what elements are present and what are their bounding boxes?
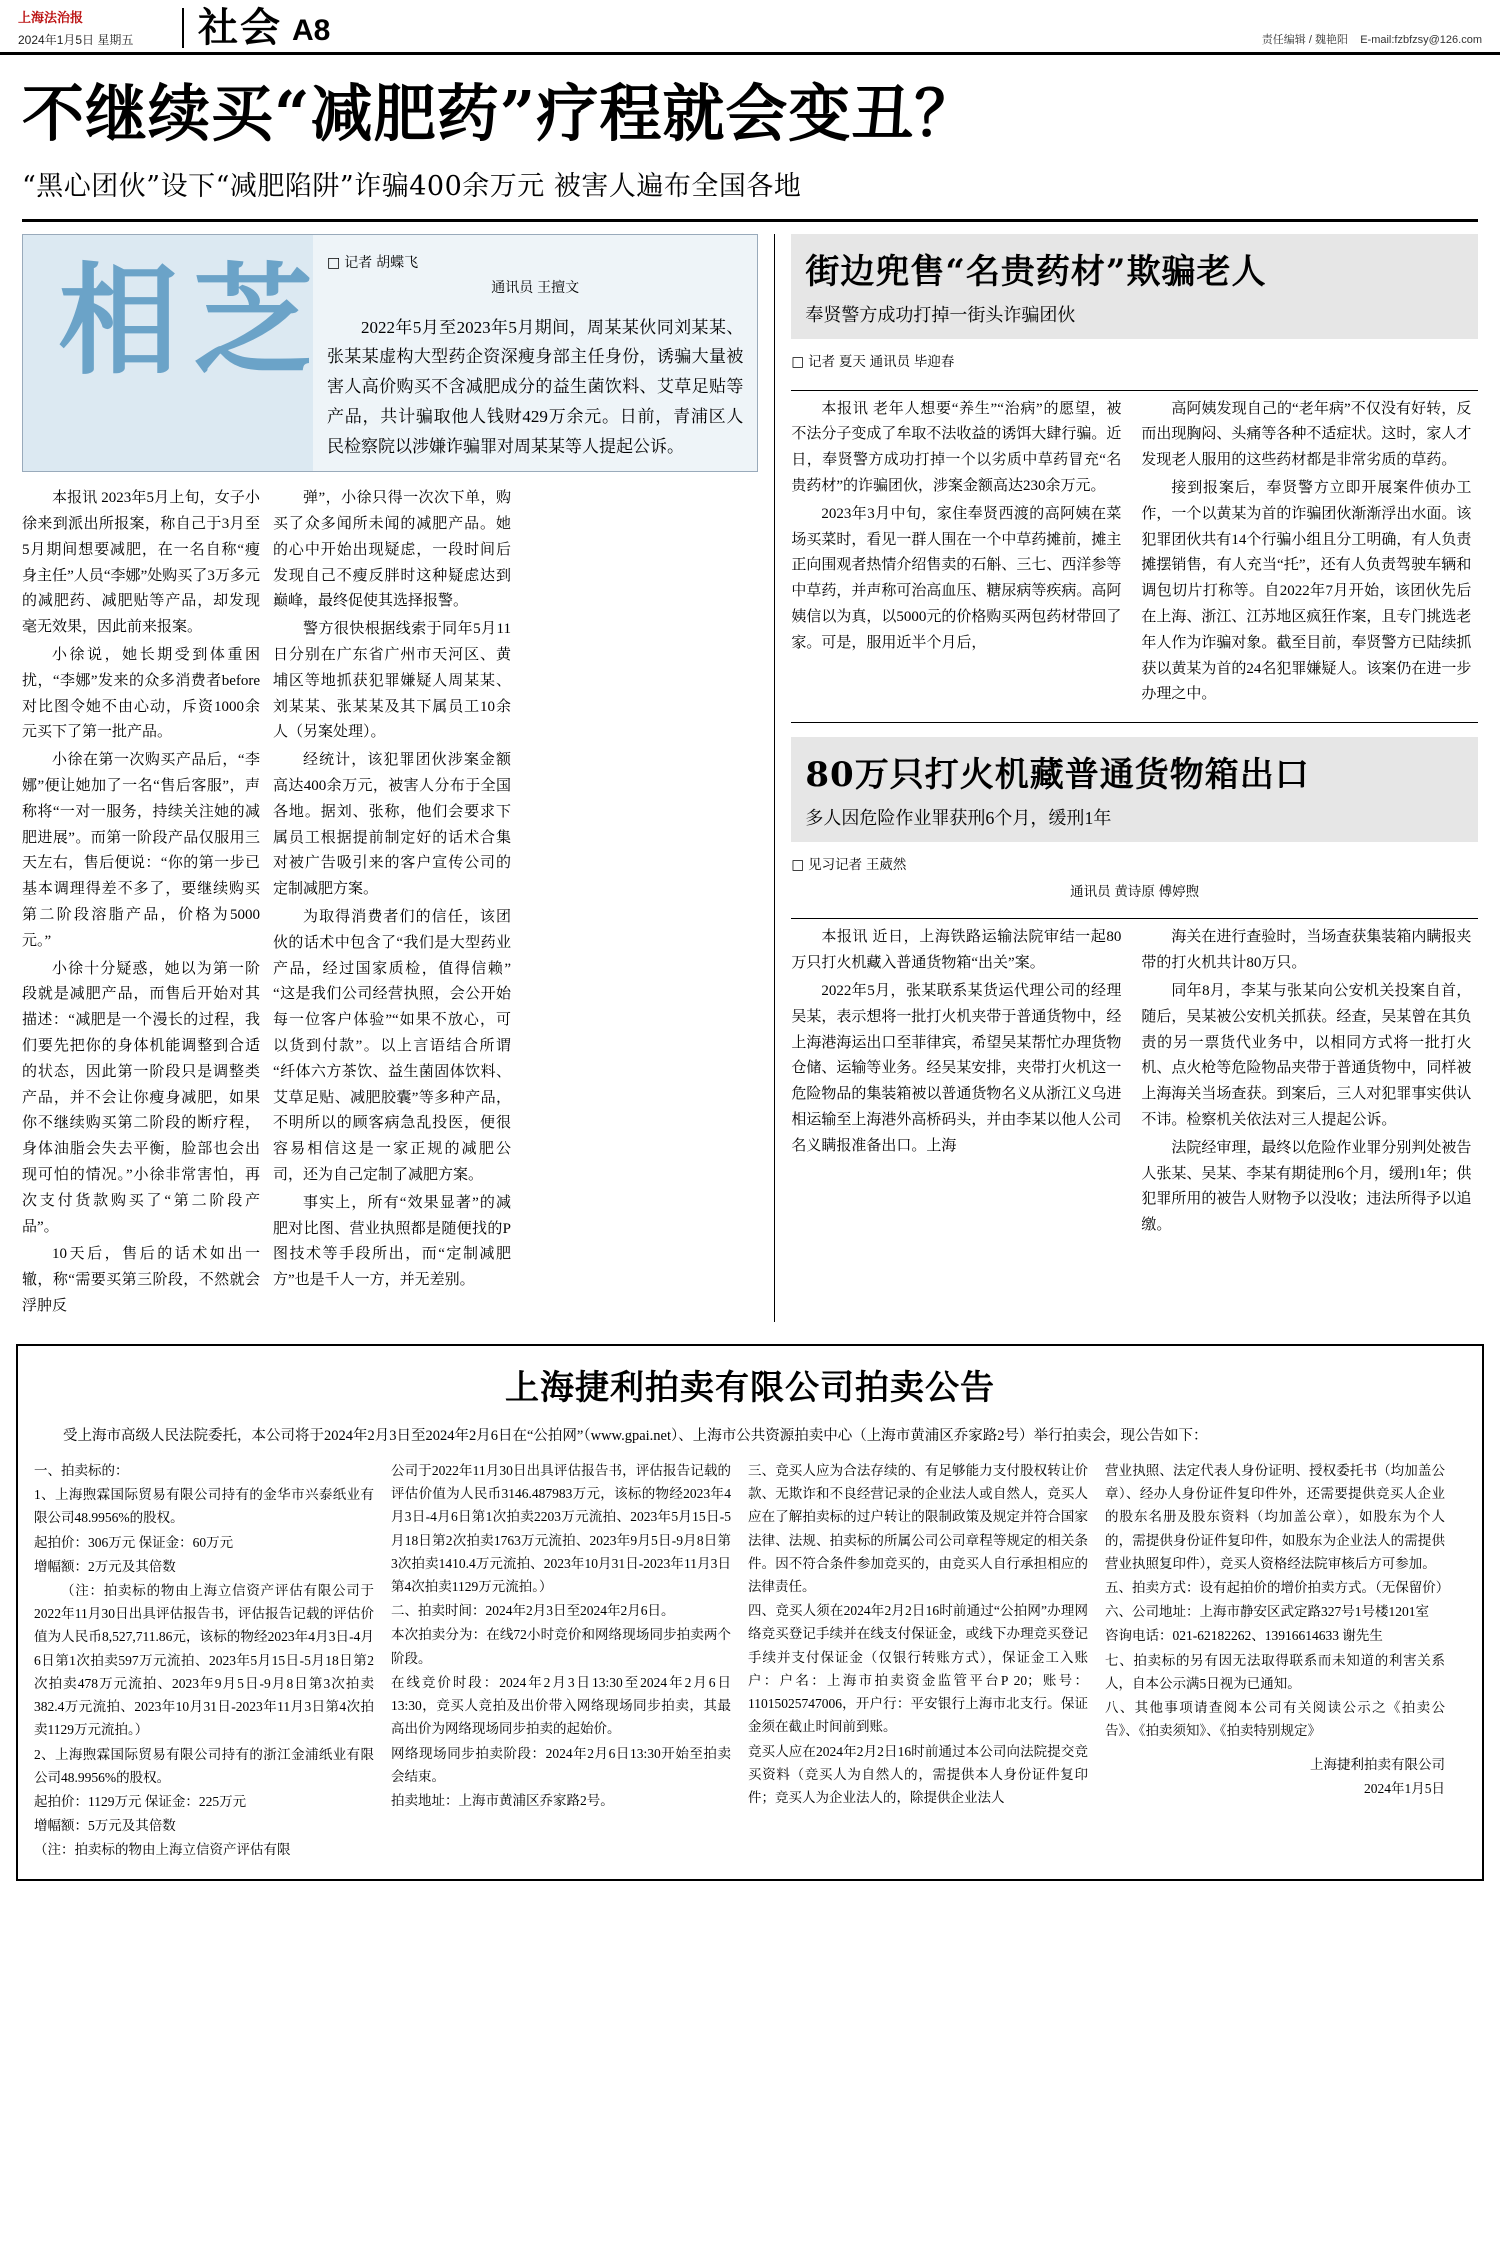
left-col-1 <box>22 486 260 1322</box>
masthead-left <box>18 11 168 48</box>
story3-correspondent: 通讯员 黄诗原 傅婷煦 <box>1070 883 1200 899</box>
byline-box-icon: □ <box>791 857 805 874</box>
notice-line: 七、拍卖标的另有因无法取得联系而未知道的利害关系人，自本公示满5日视为已通知。 <box>1105 1652 1445 1691</box>
story3-byline <box>791 852 1478 904</box>
notice-line: 四、竞买人须在2024年2月2日16时前通过“公拍网”办理网络竞买登记手续并在线支付保证金，或线下办理竞买登记手续并支付保证金（仅银行转账方式），保证金工入账户：户名：上海市拍卖资金监管平台P 20；账号：11015025747006，开户行：平安银行上海市北支行。保证金须在截止时间前到账。 <box>748 1603 1088 1735</box>
notice-line: 公司于2022年11月30日出具评估报告书，评估报告记载的评估价值为人民币3146.487983万元，该标的物经2023年4月3日-4月6日第1次拍卖2203万元流拍、2023年5月15日-5月18日第2次拍卖1763万元流拍、2023年9月5日-9月8日第3次拍卖1410.4万元流拍、2023年10月31日-2023年11月3日第4次拍卖1129万元流拍。） <box>391 1462 731 1594</box>
paragraph: 为取得消费者们的信任，该团伙的话术中包含了“我们是大型药业产品，经过国家质检，值得信赖”“这是我们公司经营执照，会公开始每一位客户体验”“如果不放心，可以货到付款”。以上言语结合所谓“纤体六方茶饮、益生菌固体饮料、艾草足贴、减肥胶囊”等多种产品，不明所以的顾客病急乱投医，便很容易相信这是一家正规的减肥公司，还为自己定制了减肥方案。 <box>273 909 511 1184</box>
story2-col-1 <box>791 397 1121 711</box>
notice-col-3 <box>748 1459 1088 1863</box>
left-column <box>22 234 758 1322</box>
notice-company: 上海捷利拍卖有限公司 <box>1310 1756 1445 1772</box>
byline-box-icon: □ <box>327 254 341 271</box>
notice-col-2 <box>391 1459 731 1863</box>
story3-col-1 <box>791 925 1121 1241</box>
paragraph: 10天后，售后的话术如出一辙，称“需要买第三阶段，不然就会浮肿反 <box>22 1246 260 1314</box>
paragraph: 海关在进行查验时，当场查获集装箱内瞒报夹带的打火机共计80万只。 <box>1141 929 1472 972</box>
paragraph: 小徐在第一次购买产品后，“李娜”便让她加了一名“售后客服”，声称将“一对一服务，持续关注她的减肥进展”。而第一阶段产品仅服用三天左右，售后便说：“你的第一步已基本调理得差不多了，要继续购买第二阶段溶脂产品，价格为5000元。” <box>22 752 260 949</box>
paragraph: 本报讯 老年人想要“养生”“治病”的愿望，被不法分子变成了牟取不法收益的诱饵大肆行骗。近日，奉贤警方成功打掉一个以劣质中草药冒充“名贵药材”的诈骗团伙，涉案金额高达230余万元。 <box>791 400 1122 494</box>
lead-summary: 2022年5月至2023年5月期间，周某某伙同刘某某、张某某虚构大型药企资深瘦身部主任身份，诱骗大量被害人高价购买不含减肥成分的益生菌饮料、艾草足贴等产品，共计骗取他人钱财429万余元。日前，青浦区人民检察院以涉嫌诈骗罪对周某某等人提起公诉。 <box>327 317 744 456</box>
auction-notice-columns <box>34 1459 1466 1863</box>
calligraphy-panel <box>23 235 313 471</box>
paragraph: 2023年3月中旬，家住奉贤西渡的高阿姨在菜场买菜时，看见一群人围在一个中草药摊前，摊主正向围观者热情介绍售卖的石斛、三七、西洋参等中草药，并声称可治高血压、糖尿病等疾病。高阿姨信以为真，以5000元的价格购买两包药材带回了家。可是，服用近半个月后， <box>791 505 1122 651</box>
page-number: A8 <box>292 14 331 47</box>
paragraph: 小徐说，她长期受到体重困扰，“李娜”发来的众多消费者before对比图令她不由心动，斥资1000余元买下了第一批产品。 <box>22 647 260 741</box>
notice-line: 起拍价：1129万元 保证金：225万元 <box>34 1793 247 1809</box>
headline-rule <box>22 219 1478 222</box>
section-name: 社会 <box>198 4 282 51</box>
paragraph: 小徐十分疑惑，她以为第一阶段就是减肥产品，而售后开始对其描述：“减肥是一个漫长的过程，我们要先把你的身体机能调整到合适的状态，因此第一阶段只是调整类产品，并不会让你瘦身减肥，如果你不继续购买第二阶段的断疗程，身体油脂会失去平衡，脸部也会出现可怕的情况。”小徐非常害怕，再次支付货款购买了“第二阶段产品”。 <box>22 960 260 1235</box>
notice-line: 2、上海煦霖国际贸易有限公司持有的浙江金浦纸业有限公司48.9956%的股权。 <box>34 1746 374 1785</box>
left-col-2 <box>273 486 511 1322</box>
notice-line: 二、拍卖时间：2024年2月3日至2024年2月6日。 <box>391 1603 675 1619</box>
byline-reporter <box>327 249 743 277</box>
byline-box-icon: □ <box>791 353 805 370</box>
story3-col-2 <box>1141 925 1471 1241</box>
notice-col-4 <box>1105 1459 1450 1863</box>
notice-line: 增幅额：2万元及其倍数 <box>34 1558 176 1574</box>
notice-line: 在线竞价时段：2024年2月3日13:30至2024年2月6日13:30，竞买人竞拍及出价带入网络现场同步拍卖，其最高出价为网络现场同步拍卖的起始价。 <box>391 1674 731 1737</box>
notice-line: 拍卖地址：上海市黄浦区乔家路2号。 <box>391 1792 614 1808</box>
editor-email: E-mail:fzbfzsy@126.com <box>1360 33 1482 46</box>
paragraph: 接到报案后，奉贤警方立即开展案件侦办工作，一个以黄某为首的诈骗团伙渐渐浮出水面。该犯罪团伙共有14个行骗小组且分工明确，有人负责摊摆销售，有人充当“托”，还有人负责驾驶车辆和调包切片打称等。自2022年7月开始，该团伙先后在上海、浙江、江苏地区疯狂作案，且专门挑选老年人作为诈骗对象。截至目前，奉贤警方已陆续抓获以黄某为首的24名犯罪嫌疑人。该案仍在进一步办理之中。 <box>1141 479 1472 703</box>
notice-line: 三、竞买人应为合法存续的、有足够能力支付股权转让价款、无欺诈和不良经营记录的企业法人或自然人，竞买人应在了解拍卖标的过户转让的限制政策及规定并符合国家法律、法规、拍卖标的所属公司公司章程等规定的相关条件。因不符合条件参加竞买的，由竞买人自行承担相应的法律责任。 <box>748 1462 1088 1594</box>
responsible-editor: 责任编辑 / 魏艳阳 <box>1261 33 1348 46</box>
byline-reporter-text: 记者 胡蝶飞 <box>344 253 419 270</box>
newspaper-logo: 上海法治报 <box>18 9 84 25</box>
notice-line: 咨询电话：021-62182262、13916614633 谢先生 <box>1105 1628 1383 1644</box>
notice-line: 六、公司地址：上海市静安区武定路327号1号楼1201室 <box>1105 1604 1429 1620</box>
paragraph: 法院经审理，最终以危险作业罪分别判处被告人张某、吴某、李某有期徒刑6个月，缓刑1年；供犯罪所用的被告人财物予以没收；违法所得予以追缴。 <box>1141 1139 1472 1234</box>
notice-line: （注：拍卖标的物由上海立信资产评估有限 <box>34 1842 291 1858</box>
notice-line: 五、拍卖方式：设有起拍价的增价拍卖方式。（无保留价） <box>1105 1579 1450 1595</box>
story2-byline-text: 记者 夏天 通讯员 毕迎春 <box>808 353 955 369</box>
notice-line: 营业执照、法定代表人身份证明、授权委托书（均加盖公章）、经办人身份证件复印件外，还需要提供竞买人企业的股东名册及股东资料（均加盖公章），如股东为个人的，需提供身份证件复印件，如股东为企业法人的需提供营业执照复印件），竞买人资格经法院审核后方可参加。 <box>1105 1462 1445 1571</box>
notice-line: 1、上海煦霖国际贸易有限公司持有的金华市兴泰纸业有限公司48.9956%的股权。 <box>34 1487 374 1526</box>
story3-header <box>791 737 1478 842</box>
story2-header <box>791 234 1478 339</box>
lead-block <box>22 234 758 472</box>
body-grid <box>0 234 1500 1322</box>
notice-line: 增幅额：5万元及其倍数 <box>34 1818 176 1834</box>
headline-block <box>0 55 1500 203</box>
story3-title: 80万只打火机藏普通货物箱出口 <box>805 755 1310 796</box>
masthead-divider <box>182 8 184 48</box>
notice-date: 2024年1月5日 <box>1364 1780 1445 1796</box>
paragraph: 警方很快根据线索于同年5月11日分别在广东省广州市天河区、黄埔区等地抓获犯罪嫌疑人周某某、刘某某、张某某及其下属员工10余人（另案处理）。 <box>273 621 511 741</box>
story2-subtitle: 奉贤警方成功打掉一街头诈骗团伙 <box>805 304 1076 325</box>
byline-correspondent: 通讯员 王擅文 <box>491 278 580 295</box>
notice-line: 竞买人应在2024年2月2日16时前通过本公司向法院提交竞买资料（竞买人为自然人的，需提供本人身份证件复印件；竞买人为企业法人的，除提供企业法人 <box>748 1743 1088 1805</box>
story3-divider <box>791 722 1478 723</box>
main-headline: 不继续买“减肥药”疗程就会变丑？ <box>22 77 978 150</box>
paragraph: 本报讯 近日，上海铁路运输法院审结一起80万只打火机藏入普通货物箱“出关”案。 <box>791 929 1122 972</box>
notice-signature <box>1105 1753 1445 1802</box>
story2-byline <box>791 349 1478 376</box>
calligraphy-text: 芝相 <box>38 256 314 385</box>
notice-line: （注：拍卖标的物由上海立信资产评估有限公司于2022年11月30日出具评估报告书，评估报告记载的评估价值为人民币8,527,711.86元，该标的物经2023年4月3日-4月6日第1次拍卖597万元流拍、2023年5月15日-5月18日第2次拍卖478万元流拍、2023年9月5日-9月8日第3次拍卖382.4万元流拍、2023年10月31日-2023年11月3日第4次拍卖1129万元流拍。） <box>34 1582 374 1738</box>
story3-rule <box>791 918 1478 919</box>
issue-date: 2024年1月5日 星期五 <box>18 33 134 47</box>
story3-byline-text: 见习记者 王葳然 <box>808 857 907 873</box>
auction-notice-title: 上海捷利拍卖有限公司拍卖公告 <box>505 1367 995 1408</box>
paragraph: 事实上，所有“效果显著”的减肥对比图、营业执照都是随便找的P图技术等手段所出，而“定制减肥方”也是千人一方，并无差别。 <box>273 1194 511 1289</box>
left-story-columns <box>22 486 758 1322</box>
story3-columns <box>791 925 1478 1241</box>
paragraph: 本报讯 2023年5月上旬，女子小徐来到派出所报案，称自己于3月至5月期间想要减肥，在一名自称“瘦身主任”人员“李娜”处购买了3万多元的减肥药、减肥贴等产品，却发现毫无效果，因此前来报案。 <box>22 490 260 636</box>
story2-rule <box>791 390 1478 391</box>
notice-line: 一、拍卖标的： <box>34 1462 129 1478</box>
masthead <box>0 0 1500 55</box>
paragraph: 经统计，该犯罪团伙涉案金额高达400余万元，被害人分布于全国各地。据刘、张称，他们会要求下属员工根据提前制定好的话术合集对被广告吸引来的客户宣传公司的定制减肥方案。 <box>273 752 511 898</box>
notice-line: 本次拍卖分为：在线72小时竞价和网络现场同步拍卖两个阶段。 <box>391 1627 731 1666</box>
auction-notice-lead: 受上海市高级人民法院委托，本公司将于2024年2月3日至2024年2月6日在“公拍网”（www.gpai.net）、上海市公共资源拍卖中心（上海市黄浦区乔家路2号）举行拍卖会，现公告如下： <box>63 1427 1208 1444</box>
paragraph: 高阿姨发现自己的“老年病”不仅没有好转，反而出现胸闷、头痛等各种不适症状。这时，家人才发现老人服用的这些药材都是非常劣质的草药。 <box>1141 400 1472 469</box>
masthead-credits <box>1262 32 1482 49</box>
paragraph: 2022年5月，张某联系某货运代理公司的经理吴某，表示想将一批打火机夹带于普通货物中，经上海港海运出口至菲律宾，希望吴某帮忙办理货物仓储、运输等业务。经吴某安排，夹带打火机这一危险物品的集装箱被以普通货物名义从浙江义乌进相运输至上海港外高桥码头，并由李某以他人公司名义瞒报准备出口。上海 <box>791 983 1122 1154</box>
story2-col-2 <box>1141 397 1471 711</box>
headline-subtitle: “黑心团伙”设下“减肥陷阱”诈骗400余万元 被害人遍布全国各地 <box>22 170 802 202</box>
column-separator <box>774 234 775 1322</box>
notice-line: 网络现场同步拍卖阶段：2024年2月6日13:30开始至拍卖会结束。 <box>391 1745 731 1784</box>
paragraph: 同年8月，李某与张某向公安机关投案自首，随后，吴某被公安机关抓获。经查，吴某曾在其负责的另一票货代业务中，以相同方式将一批打火机、点火枪等危险物品夹带于普通货物中，同样被上海海关当场查获。到案后，三人对犯罪事实供认不讳。检察机关依法对三人提起公诉。 <box>1141 983 1472 1129</box>
auction-notice <box>16 1344 1484 1881</box>
right-column <box>791 234 1478 1322</box>
story2-columns <box>791 397 1478 711</box>
notice-col-1 <box>34 1459 374 1863</box>
notice-line: 八、其他事项请查阅本公司有关阅读公示之《拍卖公告》、《拍卖须知》、《拍卖特别规定》 <box>1105 1700 1445 1739</box>
notice-line: 起拍价：306万元 保证金：60万元 <box>34 1534 234 1550</box>
lead-right <box>313 235 757 471</box>
story3-subtitle: 多人因危险作业罪获刑6个月，缓刑1年 <box>805 808 1112 829</box>
story2-title: 街边兜售“名贵药材”欺骗老人 <box>805 251 1267 292</box>
paragraph: 弹”，小徐只得一次次下单，购买了众多闻所未闻的减肥产品。她的心中开始出现疑虑，一段时间后发现自己不瘦反胖时这种疑虑达到巅峰，最终促使其选择报警。 <box>273 490 511 610</box>
